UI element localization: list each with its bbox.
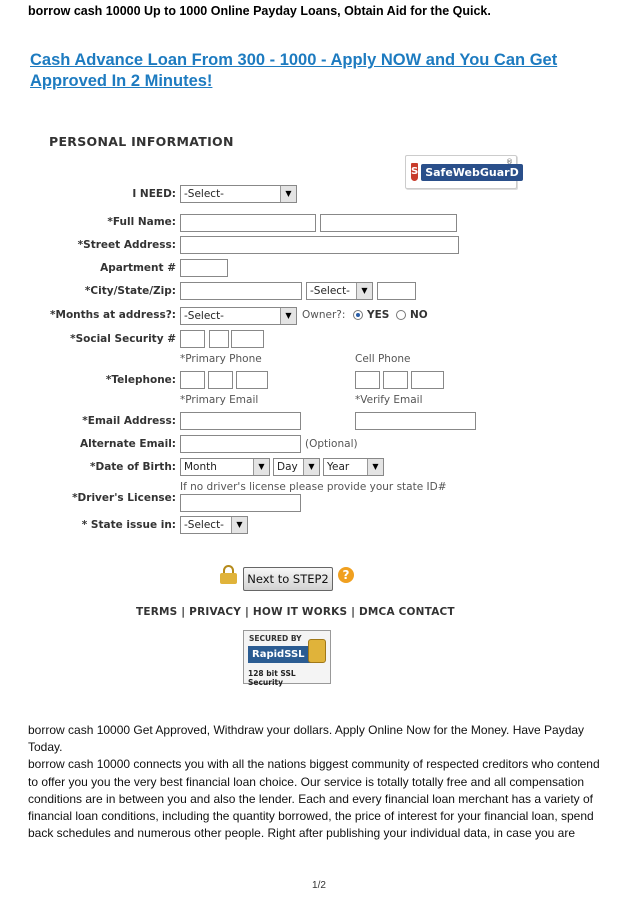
license-label: *Driver's License: xyxy=(72,492,176,504)
chevron-down-icon: ▼ xyxy=(280,308,296,324)
state-issue-select[interactable]: -Select- ▼ xyxy=(180,516,248,534)
owner-no-radio[interactable] xyxy=(396,310,406,320)
state-select[interactable]: -Select- ▼ xyxy=(306,282,373,300)
state-issue-label: * State issue in: xyxy=(81,519,176,531)
ssn-part1-input[interactable] xyxy=(180,330,205,348)
help-icon[interactable]: ? xyxy=(338,567,354,583)
street-label: *Street Address: xyxy=(77,239,176,251)
lock-icon xyxy=(220,565,237,584)
license-input[interactable] xyxy=(180,494,301,512)
section-title: PERSONAL INFORMATION xyxy=(49,134,234,149)
apartment-label: Apartment # xyxy=(100,262,176,274)
chevron-down-icon: ▼ xyxy=(303,459,319,475)
owner-yes-radio[interactable] xyxy=(353,310,363,320)
street-input[interactable] xyxy=(180,236,459,254)
dob-month-select[interactable]: Month ▼ xyxy=(180,458,270,476)
registered-icon: ® xyxy=(506,158,513,166)
cell-line-input[interactable] xyxy=(411,371,444,389)
phone-prefix-input[interactable] xyxy=(208,371,233,389)
safewebguard-badge xyxy=(405,155,517,189)
cell-phone-label: Cell Phone xyxy=(355,353,411,365)
cell-area-input[interactable] xyxy=(355,371,380,389)
body-text xyxy=(28,722,610,842)
zip-input[interactable] xyxy=(377,282,416,300)
ssl-brand-label: RapidSSL xyxy=(248,646,312,663)
optional-note: (Optional) xyxy=(305,438,358,450)
shield-icon: S xyxy=(411,163,418,181)
padlock-icon xyxy=(308,639,326,663)
license-note: If no driver's license please provide your state ID# xyxy=(180,481,447,493)
months-label: *Months at address?: xyxy=(50,309,176,321)
i-need-select[interactable]: -Select- ▼ xyxy=(180,185,297,203)
chevron-down-icon: ▼ xyxy=(280,186,296,202)
ssl-secured-label: SECURED BY xyxy=(249,634,302,643)
document-top-title: borrow cash 10000 Up to 1000 Online Payday Loans, Obtain Aid for the Quick. xyxy=(28,4,491,18)
i-need-label: I NEED: xyxy=(132,188,176,200)
chevron-down-icon: ▼ xyxy=(231,517,247,533)
verify-email-label: *Verify Email xyxy=(355,394,423,406)
ssl-bits-label: 128 bit SSL Security xyxy=(248,669,296,687)
cell-prefix-input[interactable] xyxy=(383,371,408,389)
apartment-input[interactable] xyxy=(180,259,228,277)
badge-label: SafeWebGuarD xyxy=(421,164,523,181)
footer-links[interactable]: TERMS | PRIVACY | HOW IT WORKS | DMCA CONTACT xyxy=(136,606,455,618)
email-input[interactable] xyxy=(180,412,301,430)
chevron-down-icon: ▼ xyxy=(356,283,372,299)
phone-area-input[interactable] xyxy=(180,371,205,389)
last-name-input[interactable] xyxy=(320,214,457,232)
alt-email-input[interactable] xyxy=(180,435,301,453)
first-name-input[interactable] xyxy=(180,214,316,232)
yes-label: YES xyxy=(367,309,390,321)
primary-email-label: *Primary Email xyxy=(180,394,259,406)
next-step-button[interactable]: Next to STEP2 xyxy=(243,567,333,591)
primary-phone-label: *Primary Phone xyxy=(180,353,262,365)
full-name-label: *Full Name: xyxy=(107,216,176,228)
owner-label: Owner?: xyxy=(302,309,346,321)
dob-label: *Date of Birth: xyxy=(90,461,176,473)
ssn-part2-input[interactable] xyxy=(209,330,229,348)
months-select[interactable]: -Select- ▼ xyxy=(180,307,297,325)
chevron-down-icon: ▼ xyxy=(253,459,269,475)
dob-day-select[interactable]: Day ▼ xyxy=(273,458,320,476)
verify-email-input[interactable] xyxy=(355,412,476,430)
alt-email-label: Alternate Email: xyxy=(80,438,176,450)
no-label: NO xyxy=(410,309,428,321)
telephone-label: *Telephone: xyxy=(105,374,176,386)
rapidssl-badge xyxy=(243,630,331,687)
ssn-part3-input[interactable] xyxy=(231,330,264,348)
email-label: *Email Address: xyxy=(82,415,176,427)
ssn-label: *Social Security # xyxy=(70,333,176,345)
page-number: 1/2 xyxy=(312,880,326,891)
city-label: *City/State/Zip: xyxy=(84,285,176,297)
paragraph-1: borrow cash 10000 Get Approved, Withdraw your dollars. Apply Online Now for the Money. Have Payday Today. xyxy=(28,723,585,755)
headline-link[interactable]: Cash Advance Loan From 300 - 1000 - Apply NOW and You Can Get Approved In 2 Minutes! xyxy=(30,51,558,90)
dob-year-select[interactable]: Year ▼ xyxy=(323,458,384,476)
city-input[interactable] xyxy=(180,282,302,300)
paragraph-2: borrow cash 10000 connects you with all the nations biggest community of respected creditors who contend to offer you you the very best financial loan choice. Our service is totally totally free and all compensation conditions are in between you and also the lender. Each and every financial loan merchant has a variety of financial loan conditions, including the quantity borrowed, the price of interest for your financial loan, spend back schedules and numerous other people. Right after publishing your individual data, in case you are xyxy=(28,757,600,841)
chevron-down-icon: ▼ xyxy=(367,459,383,475)
loan-form-image xyxy=(40,125,580,695)
phone-line-input[interactable] xyxy=(236,371,268,389)
